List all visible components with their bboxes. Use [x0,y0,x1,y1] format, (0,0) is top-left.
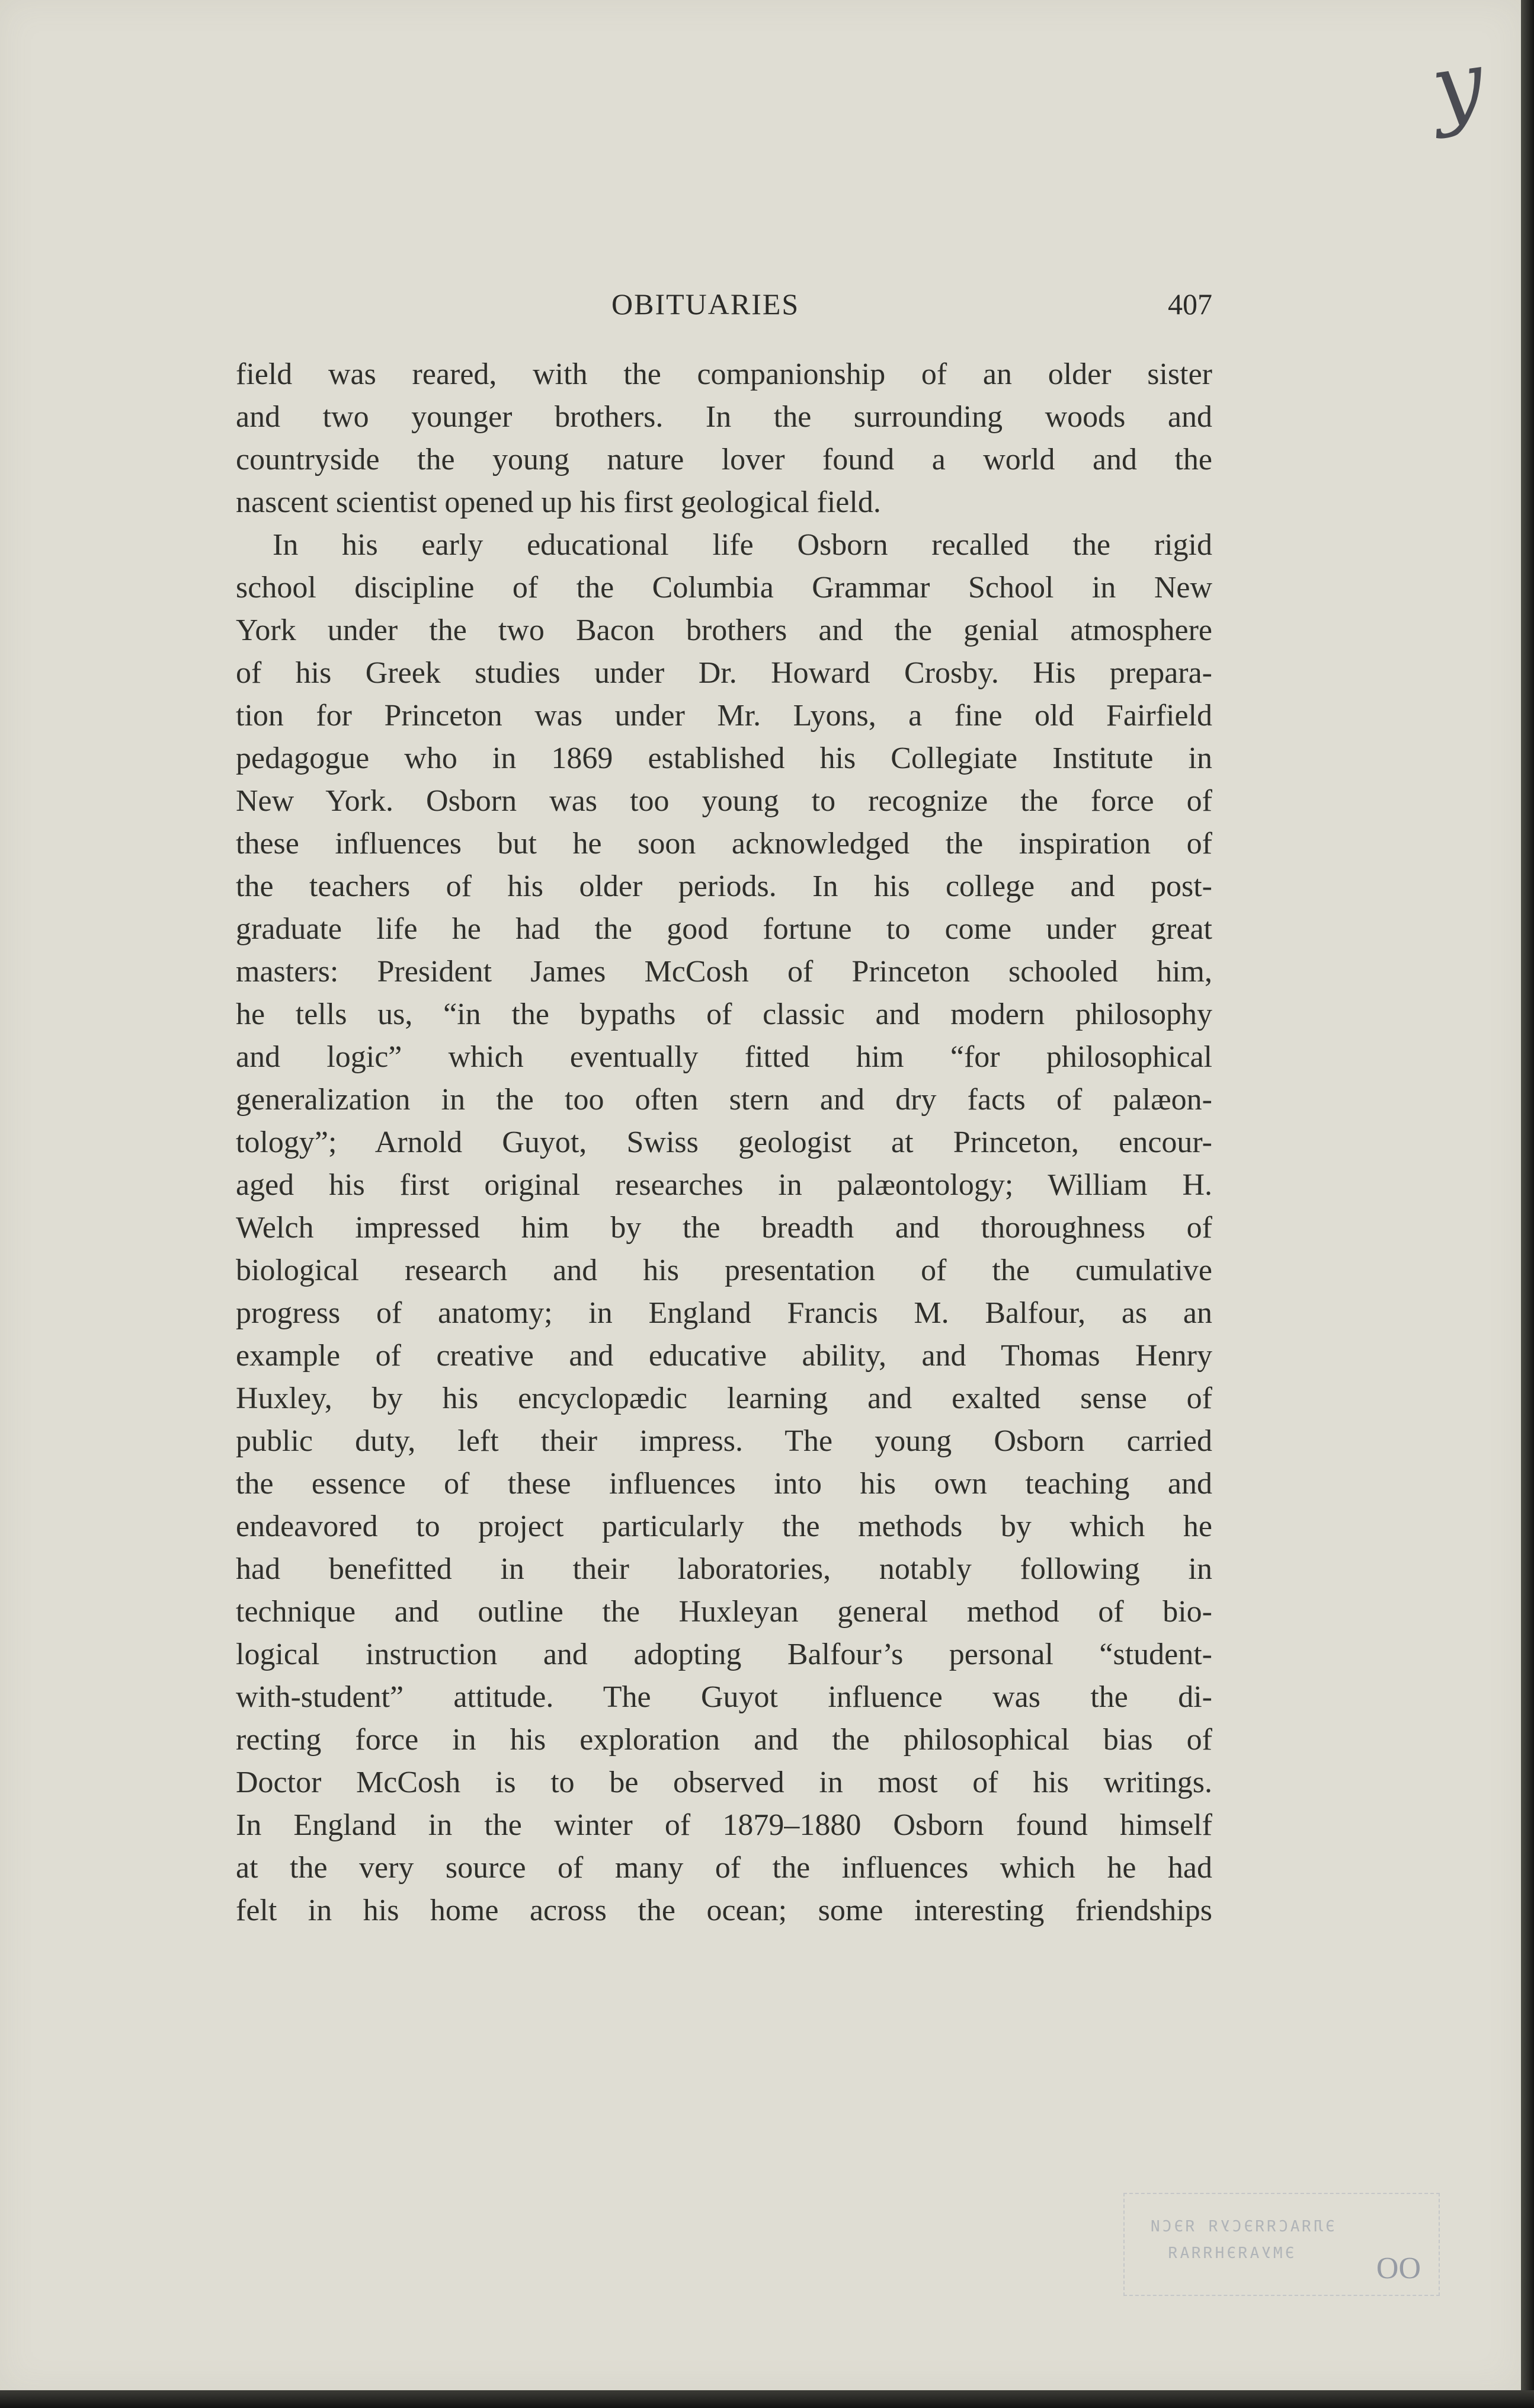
text-line: tion for Princeton was under Mr. Lyons, a fine old Fairfield [236,699,1212,733]
text-line: York under the two Bacon brothers and the genial atmosphere [236,613,1212,647]
text-line: New York. Osborn was too young to recognize the force of [236,784,1212,818]
text-line: biological research and his presentation of the cumulative [236,1253,1212,1287]
text-line: and logic” which eventually fitted him “for philosophical [236,1040,1212,1074]
text-line: graduate life he had the good fortune to come under great [236,912,1212,946]
text-line: the teachers of his older periods. In his college and post- [236,869,1212,903]
library-stamp [1123,2193,1440,2296]
running-head-title: OBITUARIES [611,287,800,321]
text-line: Doctor McCosh is to be observed in most of his writings. [236,1766,1212,1799]
page-edge-shadow [0,2390,1534,2408]
text-line: public duty, left their impress. The young Osborn carried [236,1424,1212,1458]
text-line: logical instruction and adopting Balfour’s personal “student- [236,1638,1212,1671]
text-line: Huxley, by his encyclopædic learning and exalted sense of [236,1382,1212,1415]
text-line: had benefitted in their laboratories, notably following in [236,1552,1212,1586]
text-line: example of creative and educative ability, and Thomas Henry [236,1339,1212,1373]
text-line: of his Greek studies under Dr. Howard Crosby. His prepara- [236,656,1212,690]
text-line: field was reared, with the companionship of an older sister [236,357,1212,391]
stamp-line: ЭЛЯАСЯЯЭСУЯ ЯЭСИ [1148,2218,1335,2236]
running-head [236,283,1212,325]
text-line: tology”; Arnold Guyot, Swiss geologist at Princeton, encour- [236,1125,1212,1159]
page-number: 407 [1168,287,1212,321]
text-line: nascent scientist opened up his first geological field. [236,485,881,519]
text-line: Welch impressed him by the breadth and thoroughness of [236,1211,1212,1245]
text-line: masters: President James McCosh of Princeton schooled him, [236,955,1212,989]
text-line: school discipline of the Columbia Grammar School in New [236,571,1212,605]
text-line: endeavored to project particularly the methods by which he [236,1510,1212,1543]
text-line: the essence of these influences into his own teaching and [236,1467,1212,1501]
text-line: these influences but he soon acknowledged the inspiration of [236,827,1212,861]
text-line: with-student” attitude. The Guyot influence was the di- [236,1680,1212,1714]
handwritten-page-mark: y [1425,31,1490,141]
text-line: generalization in the too often stern and dry facts of palæon- [236,1083,1212,1117]
body-text [236,353,1212,1932]
text-line: he tells us, “in the bypaths of classic and modern philosophy [236,997,1212,1031]
text-line: felt in his home across the ocean; some interesting friendships [236,1894,1212,1927]
text-line: aged his first original researches in palæontology; William H. [236,1168,1212,1202]
text-line: countryside the young nature lover found a world and the [236,443,1212,477]
text-line: In England in the winter of 1879–1880 Osborn found himself [236,1808,1212,1842]
stamp-line: ЭМУАЯЭНЯЯАЯ [1166,2244,1295,2262]
stamp-mark: ОО [1376,2252,1421,2285]
text-line: recting force in his exploration and the philosophical bias of [236,1723,1212,1757]
text-line: at the very source of many of the influences which he had [236,1851,1212,1885]
text-line: pedagogue who in 1869 established his Collegiate Institute in [236,741,1212,775]
text-line: progress of anatomy; in England Francis M. Balfour, as an [236,1296,1212,1330]
text-line: technique and outline the Huxleyan general method of bio- [236,1595,1212,1629]
text-line: In his early educational life Osborn recalled the rigid [273,528,1212,562]
text-line: and two younger brothers. In the surrounding woods and [236,400,1212,434]
page-edge-shadow [1521,0,1534,2408]
